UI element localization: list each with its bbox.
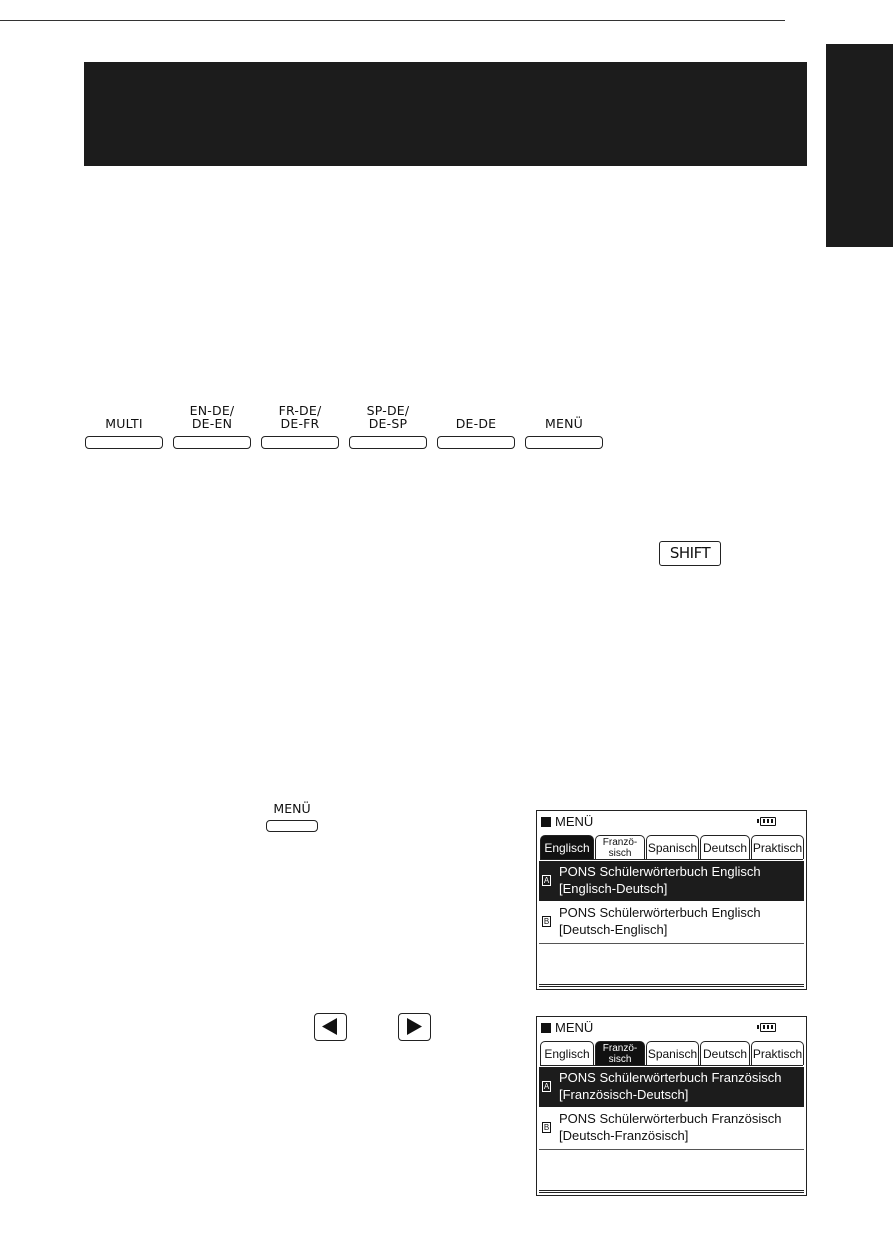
entry-title: PONS Schülerwörterbuch Englisch: [559, 905, 761, 920]
key-cap: [525, 436, 603, 449]
key-cap: [173, 436, 251, 449]
tab-franzoesisch[interactable]: Franzö- sisch: [595, 835, 645, 859]
menu-square-icon: [541, 1023, 551, 1033]
key-cap: [266, 820, 318, 832]
list-divider: [539, 943, 804, 944]
screen-bottom-bar: [539, 984, 804, 987]
key-label: DE-DE: [455, 416, 497, 431]
screen-header: [541, 814, 802, 832]
tab-englisch[interactable]: Englisch: [540, 835, 594, 859]
tab-englisch[interactable]: Englisch: [540, 1041, 594, 1065]
tabs-divider: [540, 859, 803, 861]
entry-badge: A: [543, 1082, 550, 1091]
tab-franzoesisch[interactable]: Franzö- sisch: [595, 1041, 645, 1065]
entry-title: PONS Schülerwörterbuch Englisch: [559, 864, 761, 879]
header-rule: [0, 0, 785, 21]
key-multi[interactable]: [84, 398, 164, 450]
key-de-de[interactable]: [436, 398, 516, 450]
right-arrow-key[interactable]: [398, 1013, 431, 1041]
entry-title: PONS Schülerwörterbuch Französisch: [559, 1070, 782, 1085]
key-cap: [437, 436, 515, 449]
entry-badge: B: [543, 1123, 550, 1132]
screen-title: MENÜ: [555, 814, 594, 829]
key-cap: [349, 436, 427, 449]
screen-tabs: [540, 1038, 803, 1066]
tab-deutsch[interactable]: Deutsch: [700, 835, 750, 859]
key-label: MENÜ: [545, 416, 583, 431]
key-sp-de[interactable]: [348, 398, 428, 450]
tab-spanisch[interactable]: Spanisch: [646, 835, 699, 859]
key-cap: [261, 436, 339, 449]
key-label: EN-DE/ DE-EN: [189, 403, 235, 431]
entry-direction: [Französisch-Deutsch]: [559, 1087, 689, 1102]
menu-screen-englisch: [536, 810, 807, 990]
title-bar: [84, 62, 807, 166]
right-triangle-icon: [399, 1014, 429, 1039]
menu-square-icon: [541, 817, 551, 827]
entry-direction: [Englisch-Deutsch]: [559, 881, 668, 896]
chapter-thumb-tab: [826, 44, 893, 247]
shift-key[interactable]: SHIFT: [659, 541, 721, 566]
battery-icon: [760, 1023, 776, 1032]
entry-direction: [Deutsch-Englisch]: [559, 922, 668, 937]
screen-header: [541, 1020, 802, 1038]
entry-badge: B: [543, 917, 550, 926]
battery-icon: [760, 817, 776, 826]
key-label: FR-DE/ DE-FR: [278, 403, 322, 431]
tab-praktisch[interactable]: Praktisch: [751, 1041, 804, 1065]
menu-screen-franzoesisch: [536, 1016, 807, 1196]
list-item[interactable]: [539, 861, 804, 901]
screen-bottom-bar: [539, 1190, 804, 1193]
tabs-divider: [540, 1065, 803, 1067]
key-label: MULTI: [105, 416, 143, 431]
left-arrow-key[interactable]: [314, 1013, 347, 1041]
menu-key-inline[interactable]: [266, 802, 318, 832]
list-item[interactable]: [539, 1108, 804, 1148]
list-item[interactable]: [539, 1067, 804, 1107]
screen-tabs: [540, 832, 803, 860]
tab-spanisch[interactable]: Spanisch: [646, 1041, 699, 1065]
key-en-de[interactable]: [172, 398, 252, 450]
key-cap: [85, 436, 163, 449]
key-fr-de[interactable]: [260, 398, 340, 450]
tab-praktisch[interactable]: Praktisch: [751, 835, 804, 859]
key-label: SP-DE/ DE-SP: [366, 403, 410, 431]
list-item[interactable]: [539, 902, 804, 942]
tab-deutsch[interactable]: Deutsch: [700, 1041, 750, 1065]
key-menu[interactable]: [524, 398, 604, 450]
left-triangle-icon: [315, 1014, 345, 1039]
list-divider: [539, 1149, 804, 1150]
entry-title: PONS Schülerwörterbuch Französisch: [559, 1111, 782, 1126]
entry-direction: [Deutsch-Französisch]: [559, 1128, 689, 1143]
screen-title: MENÜ: [555, 1020, 594, 1035]
entry-badge: A: [543, 876, 550, 885]
key-label: MENÜ: [273, 801, 311, 816]
